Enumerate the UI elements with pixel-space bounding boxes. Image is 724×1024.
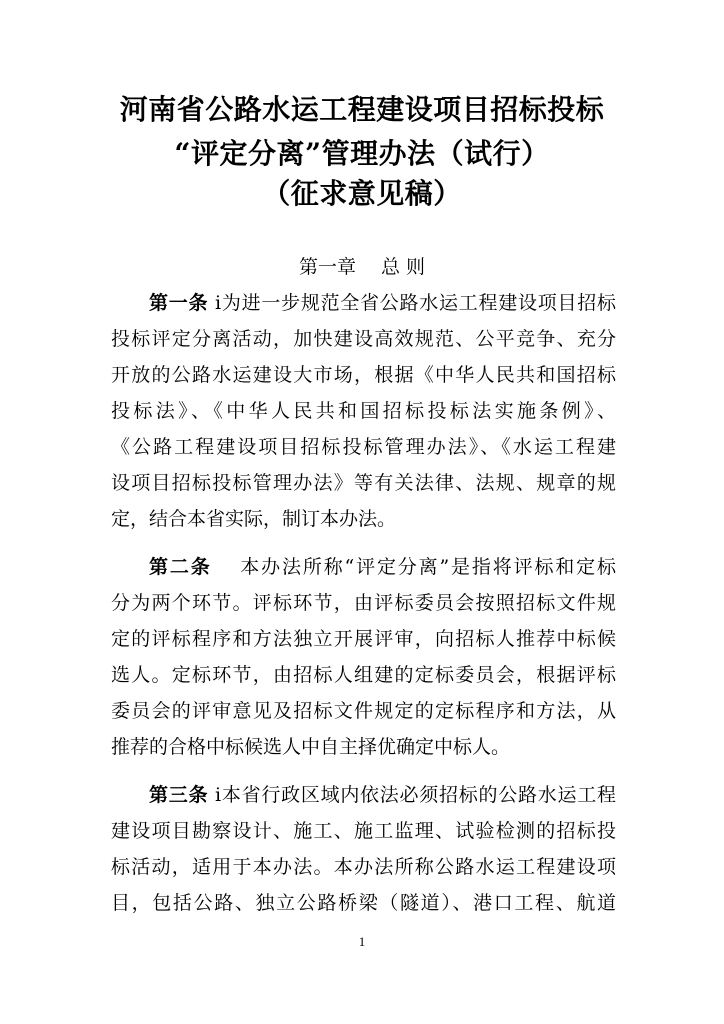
article-1-line-6: 设项目招标投标管理办法》等有关法律、法规、规章的规: [111, 472, 616, 494]
article-3-label: 第三条: [149, 784, 209, 806]
article-2-line-5: 委员会的评审意见及招标文件规定的定标程序和方法，从: [111, 700, 616, 722]
article-1-line-2: 投标评定分离活动，加快建设高效规范、公平竞争、充分: [111, 328, 616, 350]
article-1-label: 第一条: [149, 292, 209, 314]
article-3-line-2: 建设项目勘察设计、施工、施工监理、试验检测的招标投: [111, 820, 616, 842]
document-title-line-2: “评定分离”管理办法（试行）: [174, 137, 550, 170]
article-2-line-3: 定的评标程序和方法独立开展评审，向招标人推荐中标候: [111, 628, 616, 650]
article-1-line-7: 定，结合本省实际，制订本办法。: [111, 508, 397, 530]
document-title-line-3: （征求意见稿）: [262, 177, 462, 210]
page-number: 1: [358, 934, 366, 949]
article-3-line-3: 标活动，适用于本办法。本办法所称公路水运工程建设项: [111, 856, 616, 878]
article-2-line-6: 推荐的合格中标候选人中自主择优确定中标人。: [111, 736, 511, 758]
article-3-line-1: [149, 780, 616, 810]
article-3-text: i本省行政区域内依法必须招标的公路水运工程: [215, 784, 616, 806]
document-title-line-1: 河南省公路水运工程建设项目招标投标: [119, 93, 605, 126]
article-2-label: 第二条: [149, 556, 212, 578]
article-1-text: i为进一步规范全省公路水运工程建设项目招标: [215, 292, 616, 314]
article-2-line-1: [149, 552, 616, 582]
article-1-line-1: [149, 288, 616, 318]
chapter-heading: 第一章 总 则: [298, 256, 426, 278]
article-1-line-5: 《公路工程建设项目招标投标管理办法》、《水运工程建: [111, 436, 616, 458]
article-2-line-2: 分为两个环节。评标环节，由评标委员会按照招标文件规: [111, 592, 616, 614]
article-2-text: 本办法所称“评定分离”是指将评标和定标: [240, 556, 616, 578]
article-2-line-4: 选人。定标环节，由招标人组建的定标委员会，根据评标: [111, 664, 616, 686]
article-1-line-4: 投标法》、《中华人民共和国招标投标法实施条例》、: [111, 400, 616, 422]
article-1-line-3: 开放的公路水运建设大市场，根据《中华人民共和国招标: [111, 364, 616, 386]
article-3-line-4: 目，包括公路、独立公路桥梁（隧道）、港口工程、航道: [111, 892, 616, 914]
